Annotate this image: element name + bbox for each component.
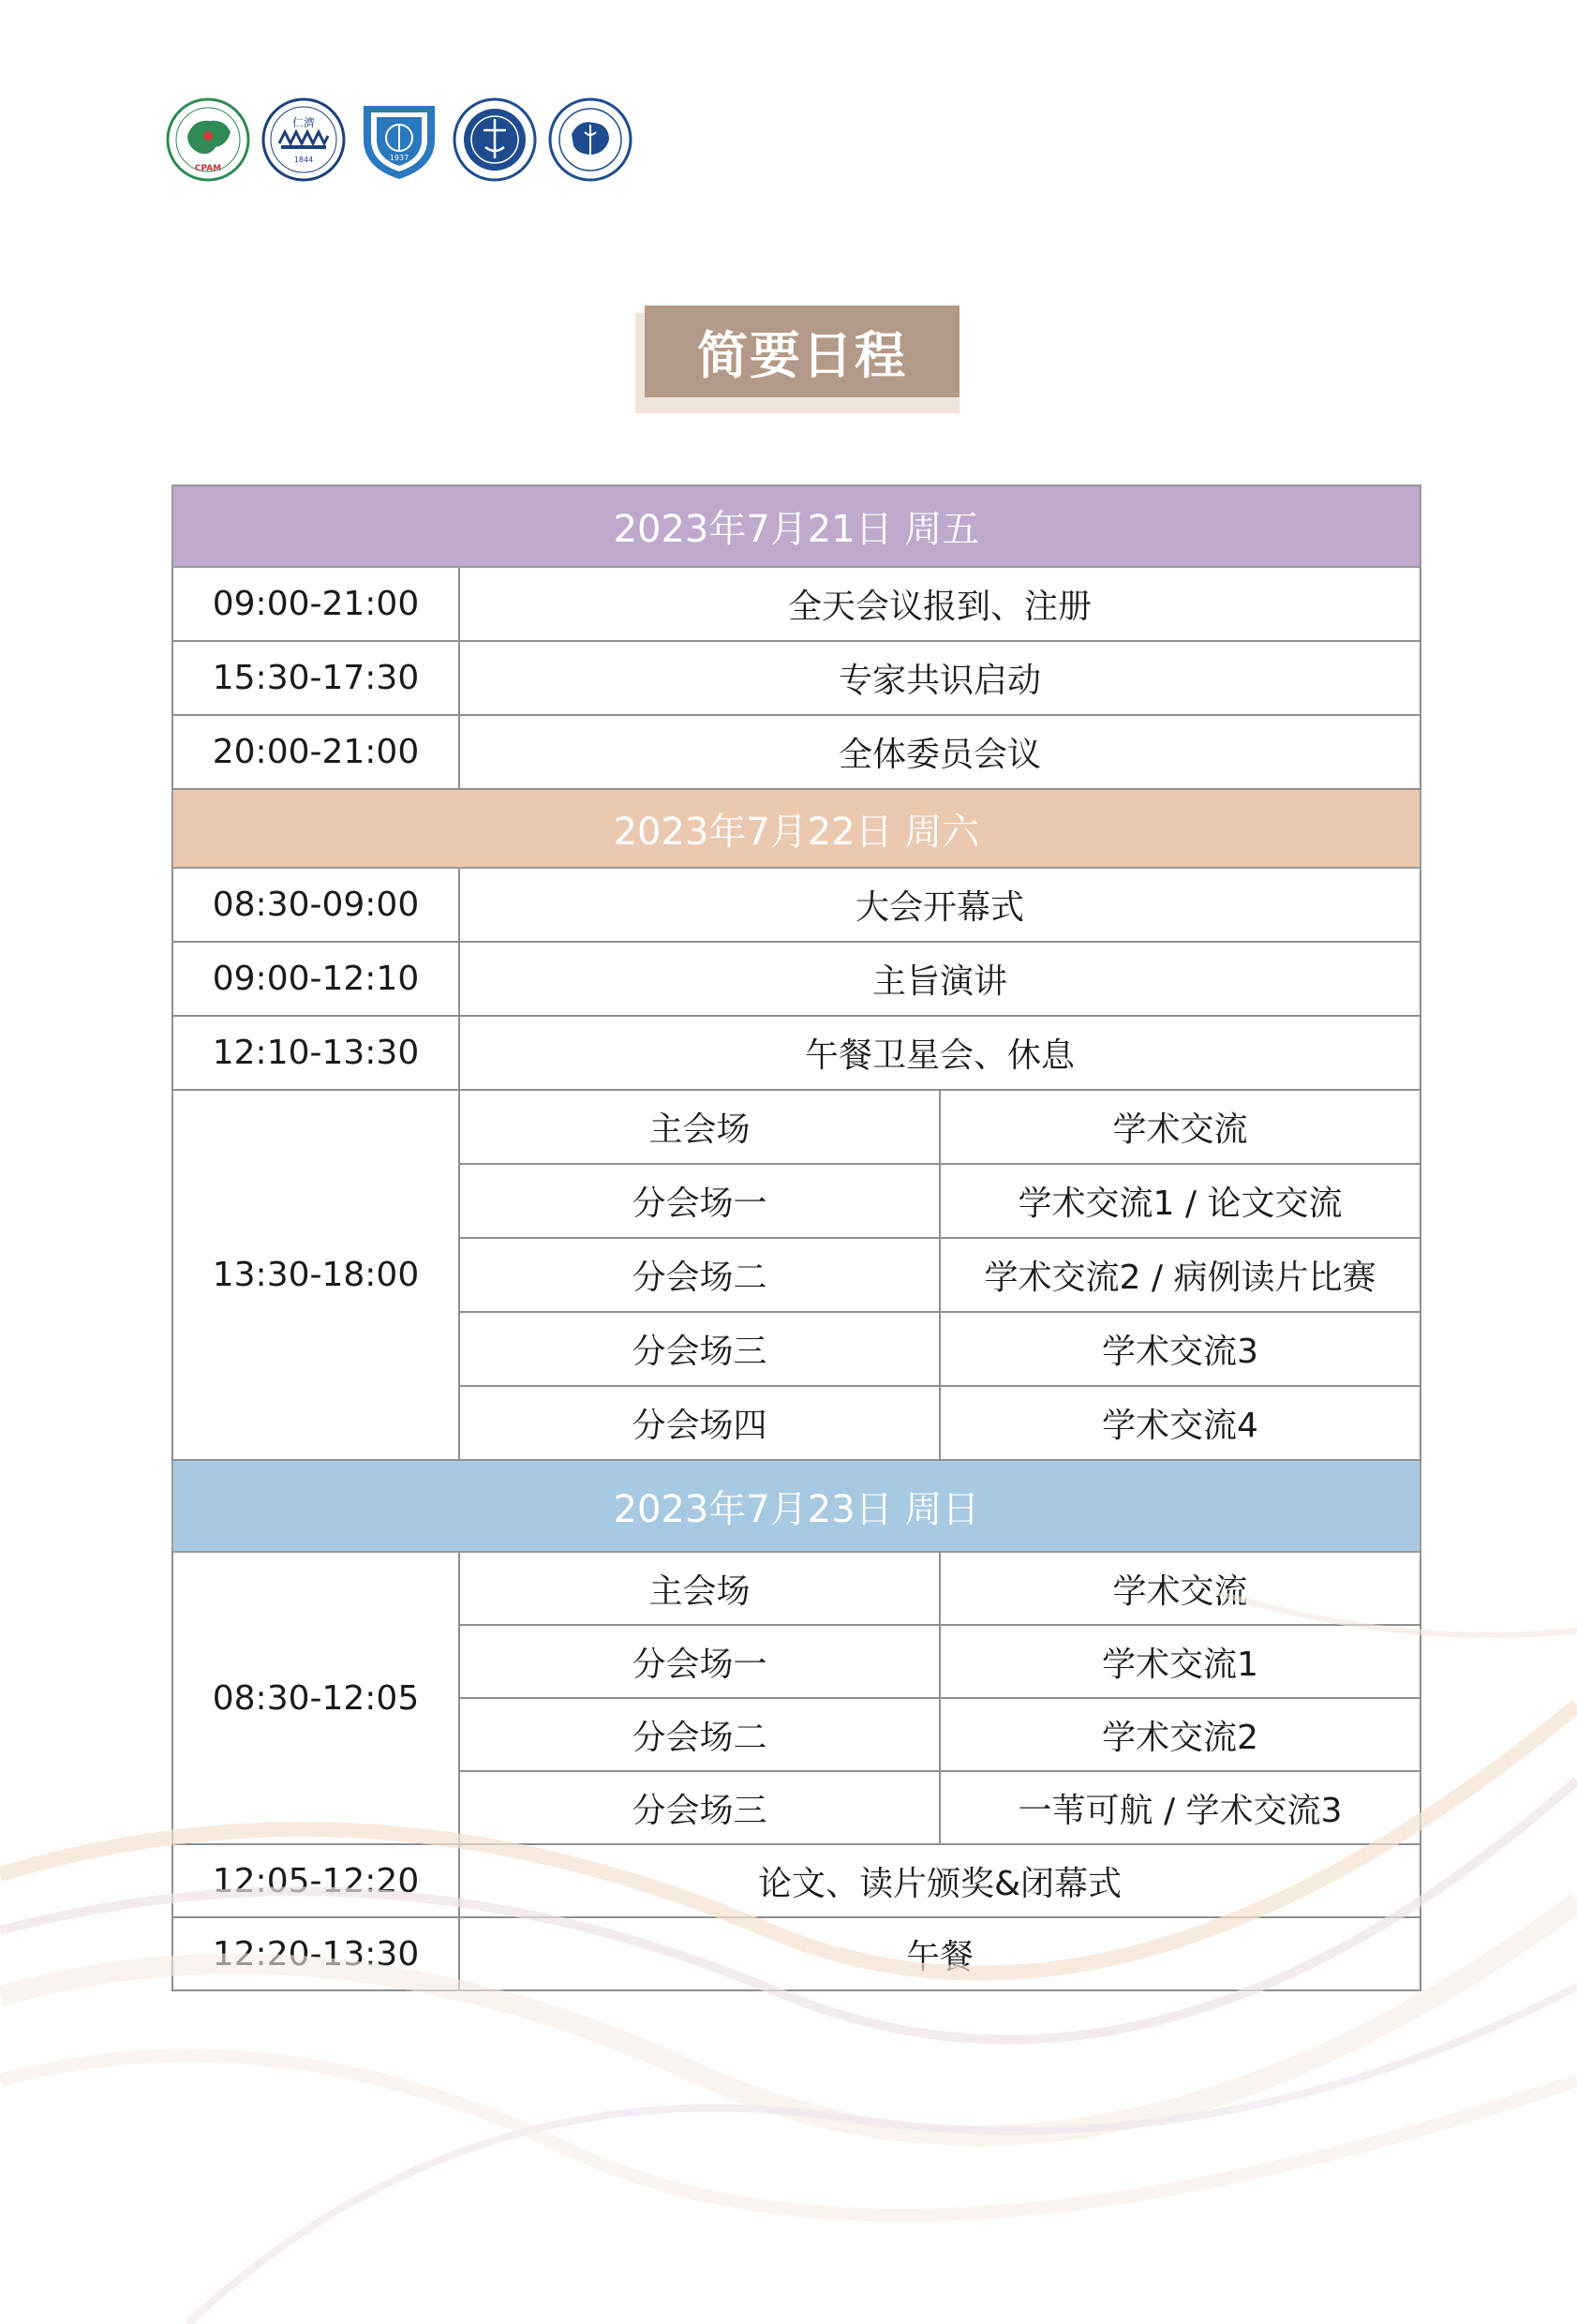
time-cell: 13:30-18:00 [172, 1090, 459, 1460]
day-header-row [172, 789, 1421, 868]
topic-cell: 学术交流1 / 论文交流 [940, 1164, 1421, 1238]
venue-cell: 主会场 [459, 1090, 940, 1164]
topic-cell: 一苇可航 / 学术交流3 [940, 1771, 1421, 1844]
time-cell: 12:20-13:30 [172, 1917, 459, 1990]
topic-cell: 学术交流4 [940, 1386, 1421, 1460]
time-cell: 09:00-21:00 [172, 567, 459, 641]
renji-hospital-logo [260, 97, 347, 183]
topic-cell: 学术交流 [940, 1552, 1421, 1625]
venue-cell: 分会场三 [459, 1771, 940, 1844]
topic-cell: 学术交流 [940, 1090, 1421, 1164]
topic-cell: 学术交流2 [940, 1698, 1421, 1771]
topic-cell: 学术交流1 [940, 1625, 1421, 1698]
venue-cell: 分会场二 [459, 1238, 940, 1312]
time-cell: 12:05-12:20 [172, 1844, 459, 1917]
table-row [172, 868, 1421, 942]
renji-logo-year: 1844 [293, 156, 314, 164]
table-row [172, 715, 1421, 789]
time-cell: 15:30-17:30 [172, 641, 459, 715]
background-silk-decoration [0, 1593, 1577, 2324]
event-cell: 论文、读片颁奖&闭幕式 [459, 1844, 1421, 1917]
topic-cell: 学术交流3 [940, 1312, 1421, 1386]
medical-school-logo [452, 97, 538, 183]
event-cell: 主旨演讲 [459, 942, 1421, 1016]
shield-logo-year: 1937 [389, 154, 409, 162]
day-header-row [172, 1460, 1421, 1552]
venue-cell: 主会场 [459, 1552, 940, 1625]
day-header: 2023年7月21日 周五 [172, 485, 1421, 567]
time-cell: 09:00-12:10 [172, 942, 459, 1016]
medical-association-logo [547, 97, 633, 183]
event-cell: 午餐 [459, 1917, 1421, 1990]
cpam-society-logo [165, 97, 251, 183]
day-header: 2023年7月23日 周日 [172, 1460, 1421, 1552]
table-row [172, 567, 1421, 641]
cpam-logo-text: CPAM [194, 164, 222, 173]
venue-cell: 分会场三 [459, 1312, 940, 1386]
venue-cell: 分会场一 [459, 1625, 940, 1698]
topic-cell: 学术交流2 / 病例读片比赛 [940, 1238, 1421, 1312]
event-cell: 全天会议报到、注册 [459, 567, 1421, 641]
table-row [172, 641, 1421, 715]
venue-cell: 分会场一 [459, 1164, 940, 1238]
event-cell: 大会开幕式 [459, 868, 1421, 942]
time-cell: 20:00-21:00 [172, 715, 459, 789]
time-cell: 12:10-13:30 [172, 1016, 459, 1090]
venue-cell: 分会场四 [459, 1386, 940, 1460]
renji-logo-name: 仁濟 [291, 116, 316, 129]
event-cell: 全体委员会议 [459, 715, 1421, 789]
day-header-row [172, 485, 1421, 567]
event-cell: 午餐卫星会、休息 [459, 1016, 1421, 1090]
time-cell: 08:30-12:05 [172, 1552, 459, 1844]
table-row [172, 1090, 1421, 1164]
shield-university-logo [356, 97, 442, 183]
venue-cell: 分会场二 [459, 1698, 940, 1771]
day-header: 2023年7月22日 周六 [172, 789, 1421, 868]
time-cell: 08:30-09:00 [172, 868, 459, 942]
table-row [172, 942, 1421, 1016]
table-row [172, 1016, 1421, 1090]
event-cell: 专家共识启动 [459, 641, 1421, 715]
page-title: 简要日程 [645, 305, 960, 397]
page-title-banner [632, 305, 960, 413]
